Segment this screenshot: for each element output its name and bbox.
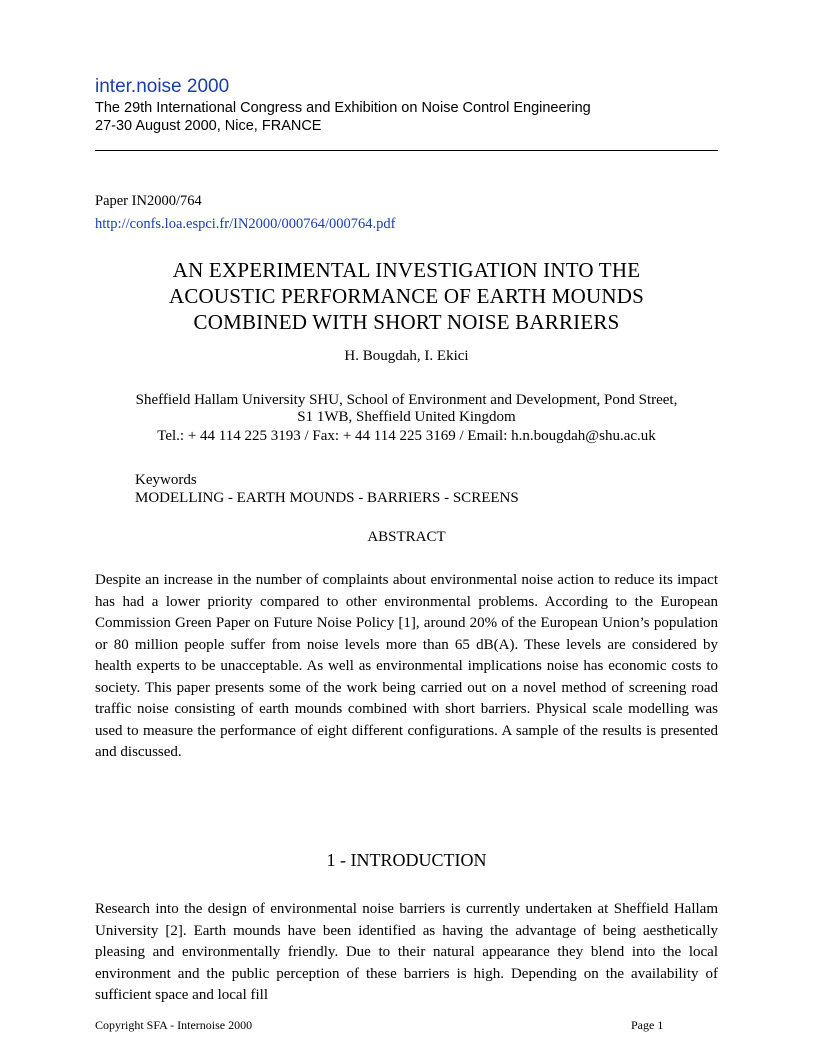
affiliation-line-2: S1 1WB, Sheffield United Kingdom: [297, 409, 516, 425]
paper-url-link[interactable]: http://confs.loa.espci.fr/IN2000/000764/000764.pdf: [95, 216, 396, 232]
paper-title-line-3: COMBINED WITH SHORT NOISE BARRIERS: [193, 310, 620, 334]
abstract-heading: ABSTRACT: [367, 529, 446, 545]
abstract-text: Despite an increase in the number of complaints about environmental noise action to reduce its impact has had a lower priority compared to other environmental problems. According to the European Commission Green Paper on Future Noise Policy [1], around 20% of the European Union’s population or 80 million people suffer from noise levels more than 65 dB(A). These levels are considered by health experts to be unacceptable. As well as environmental implications noise has economic costs to society. This paper presents some of the work being carried out on a novel method of screening road traffic noise consisting of earth mounds combined with short barriers. Physical scale modelling was used to measure the performance of eight different configurations. A sample of the results is presented and discussed.: [95, 572, 718, 760]
conference-name: inter.noise 2000: [95, 76, 230, 97]
keywords-label: Keywords: [135, 472, 197, 488]
footer-copyright: Copyright SFA - Internoise 2000: [95, 1018, 253, 1032]
contact-line: Tel.: + 44 114 225 3193 / Fax: + 44 114 225 3169 / Email: h.n.bougdah@shu.ac.uk: [157, 428, 656, 444]
header-divider: [95, 150, 718, 151]
introduction-heading: 1 - INTRODUCTION: [326, 850, 487, 870]
conference-full-title: The 29th International Congress and Exhibition on Noise Control Engineering: [95, 100, 591, 116]
paper-id: Paper IN2000/764: [95, 193, 202, 209]
introduction-text: Research into the design of environmental noise barriers is currently undertaken at Sheffield Hallam University [2]. Earth mounds have been identified as having the advantage of being aesthetically pleasing and environmentally friendly. Due to their natural appearance they blend into the local environment and the public perception of these barriers is high. Depending on the availability of sufficient space and local fill: [95, 901, 718, 1003]
keywords-list: MODELLING - EARTH MOUNDS - BARRIERS - SCREENS: [135, 490, 519, 506]
authors: H. Bougdah, I. Ekici: [344, 348, 469, 364]
paper-title-line-1: AN EXPERIMENTAL INVESTIGATION INTO THE: [172, 258, 641, 282]
footer-page-number: Page 1: [631, 1018, 664, 1032]
affiliation-line-1: Sheffield Hallam University SHU, School of Environment and Development, Pond Street,: [135, 392, 678, 408]
paper-title-line-2: ACOUSTIC PERFORMANCE OF EARTH MOUNDS: [168, 284, 644, 308]
conference-dates-location: 27-30 August 2000, Nice, FRANCE: [95, 118, 322, 134]
